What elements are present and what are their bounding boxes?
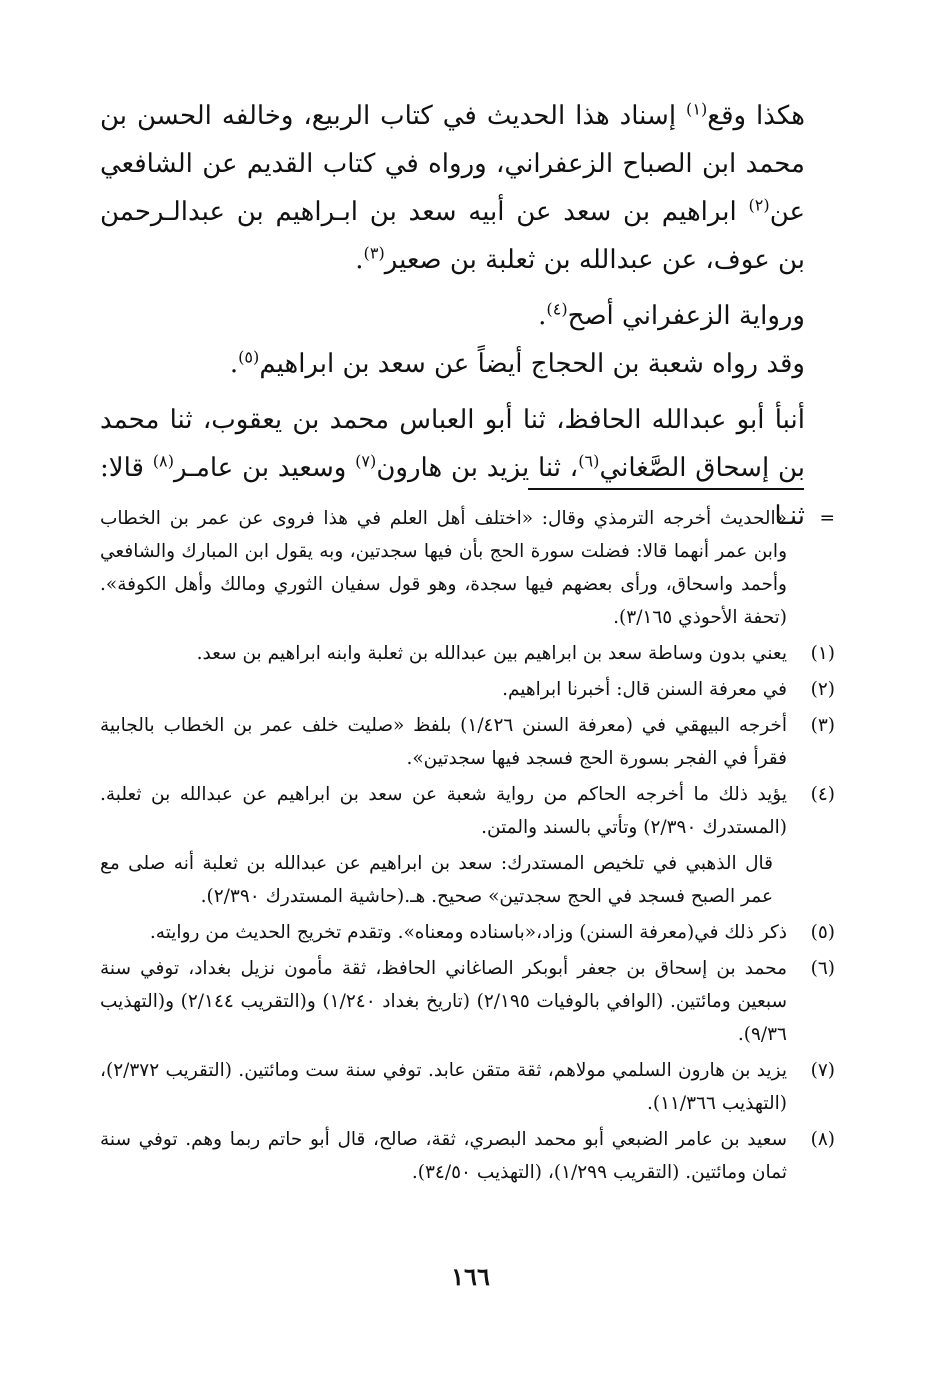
- footnote-ref-7: (٧): [355, 451, 377, 471]
- footnote-separator: [528, 488, 804, 490]
- footnote-number: (٣): [810, 715, 835, 736]
- main-paragraph-2: ورواية الزعفراني أصح$^{(٤)}$.: [538, 299, 805, 331]
- main-paragraph-4: أنبأ أبو عبدالله الحافظ، ثنا أبو العباس محمد بن يعقوب، ثنا محمد بن إسحاق الصَّغاني$^{(٦)}$، ثنا يزيد بن هارون$^{(٧)}$ وسعيد بن عامـر$^{(٨)}$ قالا: ثنـا: [100, 405, 806, 531]
- footnote-5: [100, 916, 835, 949]
- footnote-text: يعني بدون وساطة سعد بن ابراهيم بين عبدالله بن ثعلبة وابنه ابراهيم بن سعد.: [196, 643, 787, 664]
- footnote-ref-5: (٥): [238, 347, 260, 367]
- footnote-7: [100, 1054, 835, 1120]
- footnotes: [100, 502, 835, 1192]
- footnote-4: [100, 778, 835, 844]
- continuation-mark: =: [819, 508, 835, 529]
- footnote-number: (١): [810, 643, 835, 664]
- footnote-1: [100, 637, 835, 670]
- footnote-continuation: [100, 502, 835, 634]
- footnote-number: (٥): [810, 922, 835, 943]
- footnote-8: [100, 1123, 835, 1189]
- footnote-ref-3: (٣): [363, 243, 385, 263]
- footnote-text: ذكر ذلك في(معرفة السنن) وزاد،«باسناده ومعناه». وتقدم تخريج الحديث من روايته.: [149, 922, 787, 943]
- footnote-number: (٧): [810, 1060, 835, 1081]
- footnote-ref-4: (٤): [546, 299, 568, 319]
- footnote-number: (٢): [810, 679, 835, 700]
- main-text: [100, 92, 835, 540]
- footnote-text: سعيد بن عامر الضبعي أبو محمد البصري، ثقة، صالح، قال أبو حاتم ربما وهم. توفي سنة ثمان ومائتين. (التقريب ١/٢٩٩)، (التهذيب ٣٤/٥٠).: [100, 1129, 787, 1183]
- footnote-ref-1: (١): [686, 99, 708, 119]
- footnote-text: يؤيد ذلك ما أخرجه الحاكم من رواية شعبة عن سعد بن ابراهيم عن عبدالله بن ثعلبة. (المستدرك ٢/٣٩٠) وتأتي بالسند والمتن.: [100, 784, 787, 838]
- footnote-number: (٤): [810, 784, 835, 805]
- footnote-text: أخرجه البيهقي في (معرفة السنن ١/٤٢٦) بلفظ «صليت خلف عمر بن الخطاب بالجابية فقرأ في الفجر بسورة الحج فسجد فيها سجدتين».: [100, 715, 787, 769]
- footnote-4-dhahabi-quote: قال الذهبي في تلخيص المستدرك: سعد بن ابراهيم عن عبدالله بن ثعلبة أنه صلى مع عمر الصبح فسجد في الحج سجدتين» صحيح. هـ.(حاشية المستدرك ٢/٣٩٠).: [100, 853, 773, 907]
- main-paragraph-1: هكذا وقع$^{(١)}$ إسناد هذا الحديث في كتاب الربيع، وخالفه الحسن بن محمد ابن الصباح الزعفراني، ورواه في كتاب القديم عن الشافعي عن$^{(٢)}$ ابراهيم بن سعد عن أبيه سعد بن ابـراهيم بن عبدالـرحمن بن عوف، عن عبدالله بن ثعلبة بن صعير$^{(٣)}$.: [100, 99, 805, 275]
- page-number: ١٦٦: [451, 1262, 490, 1291]
- main-paragraph-3: وقد رواه شعبة بن الحجاج أيضاً عن سعد بن ابراهيم$^{(٥)}$.: [229, 347, 805, 379]
- footnote-ref-8: (٨): [152, 451, 174, 471]
- continuation-text: «الحديث أخرجه الترمذي وقال: «اختلف أهل العلم في هذا فروى عن عمر بن الخطاب وابن عمر أنهما قالا: فضلت سورة الحج بأن فيها سجدتين، وبه يقول ابن المبارك والشافعي وأحمد واسحاق، ورأى بعضهم فيها سجدة، وهو قول سفيان الثوري ومالك وأهل الكوفة». (تحفة الأحوذي ٣/١٦٥).: [100, 508, 787, 628]
- footnote-2: [100, 673, 835, 706]
- footnote-number: (٦): [810, 958, 835, 979]
- footnote-ref-2: (٢): [748, 195, 770, 215]
- footnote-text: محمد بن إسحاق بن جعفر أبوبكر الصاغاني الحافظ، ثقة مأمون نزيل بغداد، توفي سنة سبعين ومائتين. (الوافي بالوفيات ٢/١٩٥) (تاريخ بغداد ١/٢٤٠) و(التقريب ٢/١٤٤) و(التهذيب ٩/٣٦).: [100, 958, 787, 1045]
- footnote-6: [100, 952, 835, 1051]
- footnote-number: (٨): [810, 1129, 835, 1150]
- footnote-text: يزيد بن هارون السلمي مولاهم، ثقة متقن عابد. توفي سنة ست ومائتين. (التقريب ٢/٣٧٢)، (التهذيب ١١/٣٦٦).: [100, 1060, 787, 1114]
- footnote-ref-6: (٦): [578, 451, 600, 471]
- footnote-3: [100, 709, 835, 775]
- footnote-text: في معرفة السنن قال: أخبرنا ابراهيم.: [502, 679, 787, 700]
